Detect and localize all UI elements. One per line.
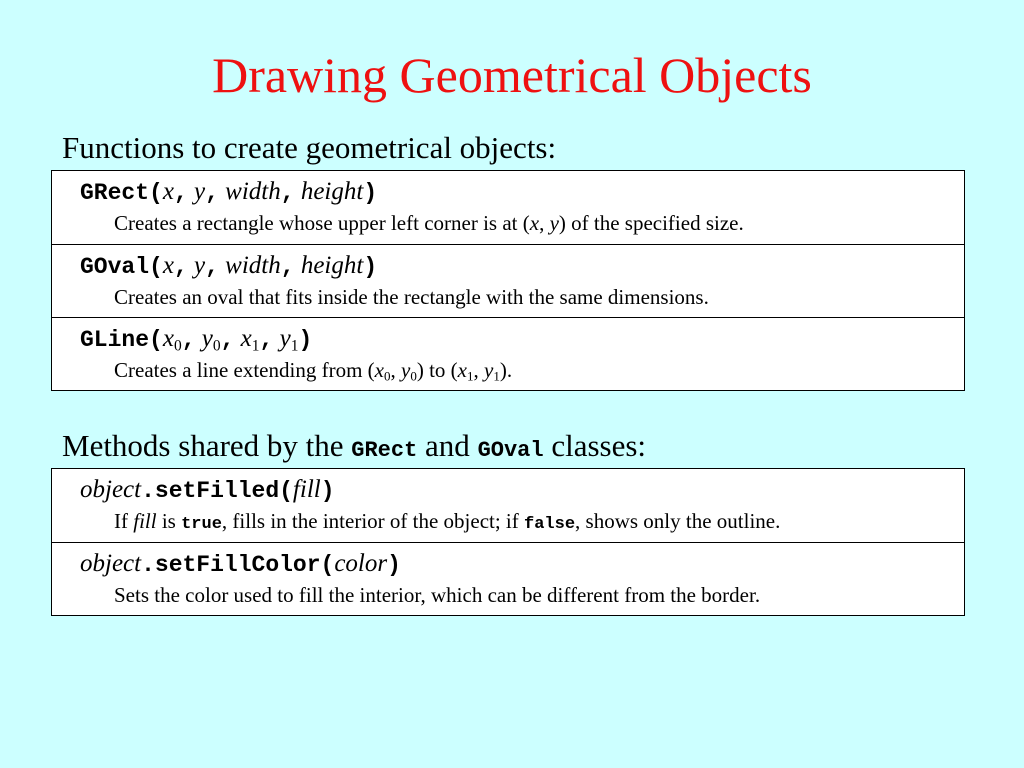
desc-text: If	[114, 509, 134, 533]
false-keyword: false	[524, 515, 576, 534]
comma: ,	[181, 327, 196, 353]
comma: ,	[220, 327, 235, 353]
desc-text: ) to (	[416, 358, 458, 382]
desc-comma: ,	[539, 211, 550, 235]
param-y: y	[194, 252, 206, 279]
goval-entry	[52, 244, 964, 317]
setfilled-method: .setFilled(	[141, 478, 293, 504]
desc-y0: y	[401, 358, 411, 382]
comma: ,	[205, 180, 219, 206]
desc-x: x	[529, 211, 540, 235]
param-x: x	[162, 178, 174, 205]
setfilled-entry	[52, 469, 964, 542]
param-color: color	[334, 550, 388, 577]
functions-heading: Functions to create geometrical objects:	[62, 130, 557, 165]
desc-text: , fills in the interior of the object; if	[221, 509, 525, 533]
goval-name: GOval(	[80, 254, 163, 280]
setfilled-signature	[80, 473, 335, 508]
subscript: 0	[410, 368, 417, 384]
functions-table	[51, 170, 965, 391]
setfillcolor-signature	[80, 547, 401, 582]
gline-description	[114, 356, 512, 384]
subscript: 1	[290, 337, 299, 355]
param-y0: y	[201, 325, 213, 352]
grect-entry	[52, 171, 964, 244]
comma: ,	[280, 180, 295, 206]
gline-signature	[80, 322, 312, 357]
goval-description: Creates an oval that fits inside the rectangle with the same dimensions.	[114, 285, 709, 309]
param-height: height	[300, 252, 364, 279]
grect-description	[114, 209, 744, 237]
grect-name: GRect(	[80, 180, 163, 206]
close-paren: )	[298, 327, 313, 353]
object-param: object	[80, 550, 142, 577]
comma: ,	[280, 254, 295, 280]
setfillcolor-entry	[52, 542, 964, 615]
methods-table	[51, 468, 965, 616]
grect-signature	[80, 175, 377, 210]
close-paren: )	[363, 254, 378, 280]
param-width: width	[225, 252, 281, 279]
desc-fill: fill	[133, 509, 157, 533]
subscript: 0	[173, 337, 182, 355]
desc-comma: ,	[390, 358, 401, 382]
param-fill: fill	[292, 476, 321, 503]
heading-text: classes:	[543, 428, 647, 463]
heading-text: Methods shared by the	[62, 428, 352, 463]
desc-comma: ,	[473, 358, 485, 382]
close-paren: )	[320, 478, 335, 504]
grect-class: GRect	[351, 438, 418, 463]
gline-name: GLine(	[80, 327, 163, 353]
setfilled-description	[114, 507, 780, 539]
methods-heading	[62, 428, 646, 469]
desc-x1: x	[457, 358, 467, 382]
desc-text: ).	[499, 358, 513, 382]
param-y1: y	[279, 325, 291, 352]
desc-text: , shows only the outline.	[575, 509, 781, 533]
subscript: 0	[383, 368, 391, 384]
subscript: 0	[212, 337, 221, 355]
comma: ,	[173, 180, 188, 206]
object-param: object	[80, 476, 142, 503]
desc-text: Creates a line extending from (	[114, 358, 375, 382]
subscript: 1	[467, 368, 474, 384]
param-x0: x	[162, 325, 174, 352]
heading-text: and	[417, 428, 478, 463]
desc-text: is	[156, 509, 182, 533]
setfillcolor-description: Sets the color used to fill the interior, which can be different from the border.	[114, 583, 761, 607]
subscript: 1	[251, 337, 260, 355]
goval-class: GOval	[477, 438, 544, 463]
comma: ,	[205, 254, 219, 280]
desc-y1: y	[484, 358, 494, 382]
param-height: height	[300, 178, 364, 205]
desc-x0: x	[374, 358, 384, 382]
subscript: 1	[493, 368, 500, 384]
desc-text: Creates a rectangle whose upper left corner is at (	[114, 211, 530, 235]
param-x1: x	[240, 325, 252, 352]
param-y: y	[194, 178, 206, 205]
param-x: x	[162, 252, 174, 279]
comma: ,	[173, 254, 188, 280]
goval-signature	[80, 249, 377, 284]
desc-y: y	[549, 211, 559, 235]
param-width: width	[225, 178, 281, 205]
true-keyword: true	[181, 515, 222, 534]
gline-entry	[52, 317, 964, 390]
close-paren: )	[363, 180, 378, 206]
comma: ,	[259, 327, 274, 353]
setfillcolor-method: .setFillColor(	[141, 552, 335, 578]
close-paren: )	[387, 552, 401, 578]
desc-text: ) of the specified size.	[558, 211, 744, 235]
slide-title: Drawing Geometrical Objects	[212, 47, 812, 103]
